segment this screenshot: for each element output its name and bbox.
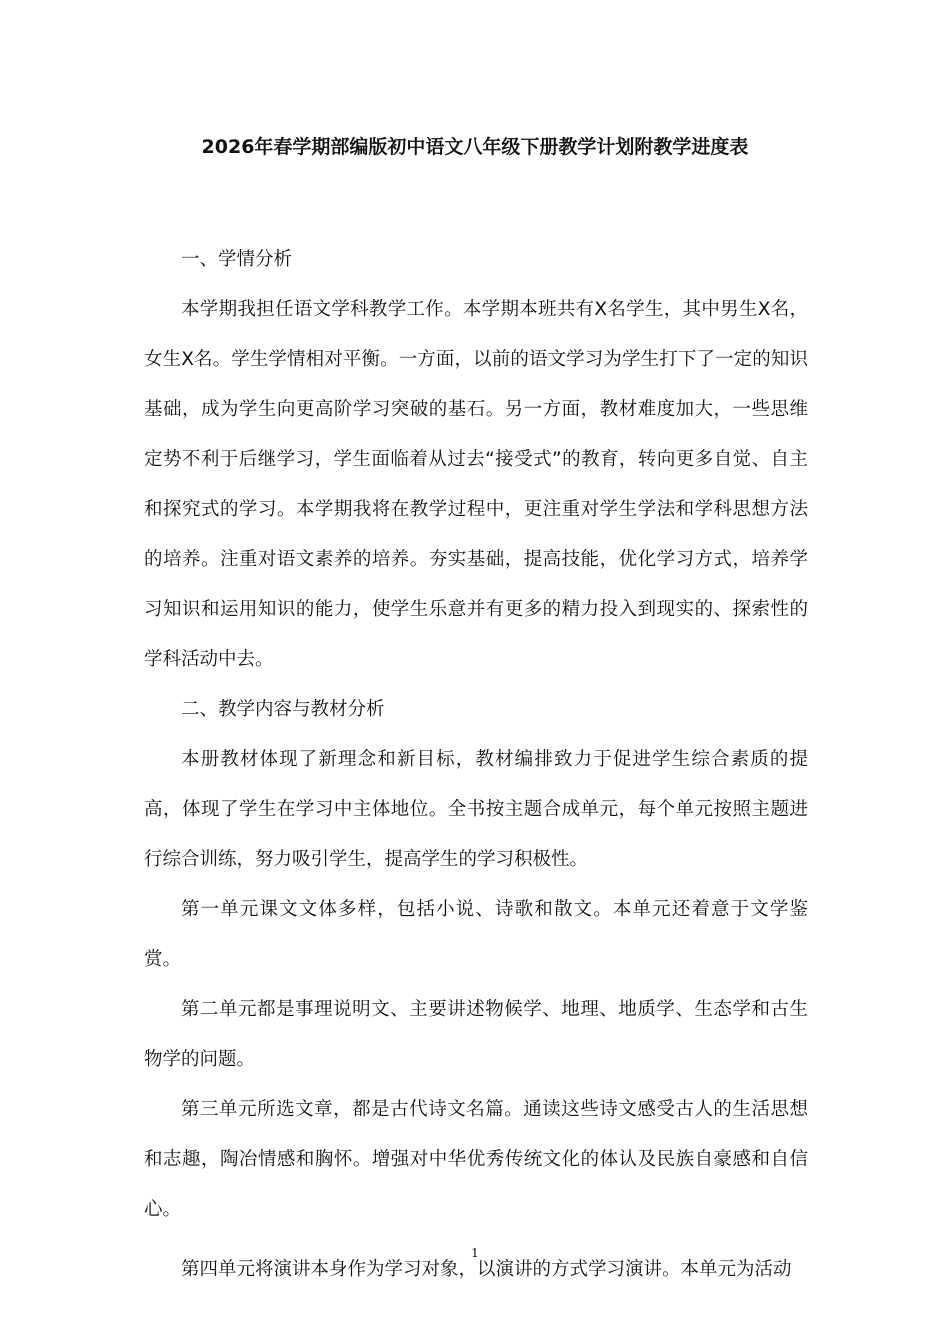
paragraph-unit-2: 第二单元都是事理说明文、主要讲述物候学、地理、地质学、生态学和古生物学的问题。	[144, 999, 808, 1070]
document-title: 2026年春学期部编版初中语文八年级下册教学计划附教学进度表	[201, 136, 749, 158]
document-body	[144, 235, 808, 1295]
paragraph-unit-3: 第三单元所选文章，都是古代诗文名篇。通读这些诗文感受古人的生活思想和志趣，陶冶情感和胸怀。增强对中华优秀传统文化的体认及民族自豪感和自信心。	[144, 1099, 808, 1220]
paragraph-unit-1: 第一单元课文文体多样，包括小说、诗歌和散文。本单元还着意于文学鉴赏。	[144, 899, 808, 970]
section-heading-1: 一、学情分析	[181, 249, 293, 270]
paragraph-textbook-analysis: 本册教材体现了新理念和新目标，教材编排致力于促进学生综合素质的提高，体现了学生在学习中主体地位。全书按主题合成单元，每个单元按照主题进行综合训练，努力吸引学生，提高学生的学习积极性。	[144, 749, 808, 870]
paragraph-student-analysis: 本学期我担任语文学科教学工作。本学期本班共有X名学生，其中男生X名，女生X名。学生学情相对平衡。一方面，以前的语文学习为学生打下了一定的知识基础，成为学生向更高阶学习突破的基石。另一方面，教材难度加大，一些思维定势不利于后继学习，学生面临着从过去“接受式”的教育，转向更多自觉、自主和探究式的学习。本学期我将在教学过程中，更注重对学生学法和学科思想方法的培养。注重对语文素养的培养。夯实基础，提高技能，优化学习方式，培养学习知识和运用知识的能力，使学生乐意并有更多的精力投入到现实的、探索性的学科活动中去。	[144, 299, 808, 670]
paragraph-unit-4: 第四单元将演讲本身作为学习对象，以演讲的方式学习演讲。本单元为活动	[181, 1259, 792, 1280]
section-heading-2: 二、教学内容与教材分析	[181, 699, 385, 720]
page-number: 1	[471, 1246, 479, 1260]
